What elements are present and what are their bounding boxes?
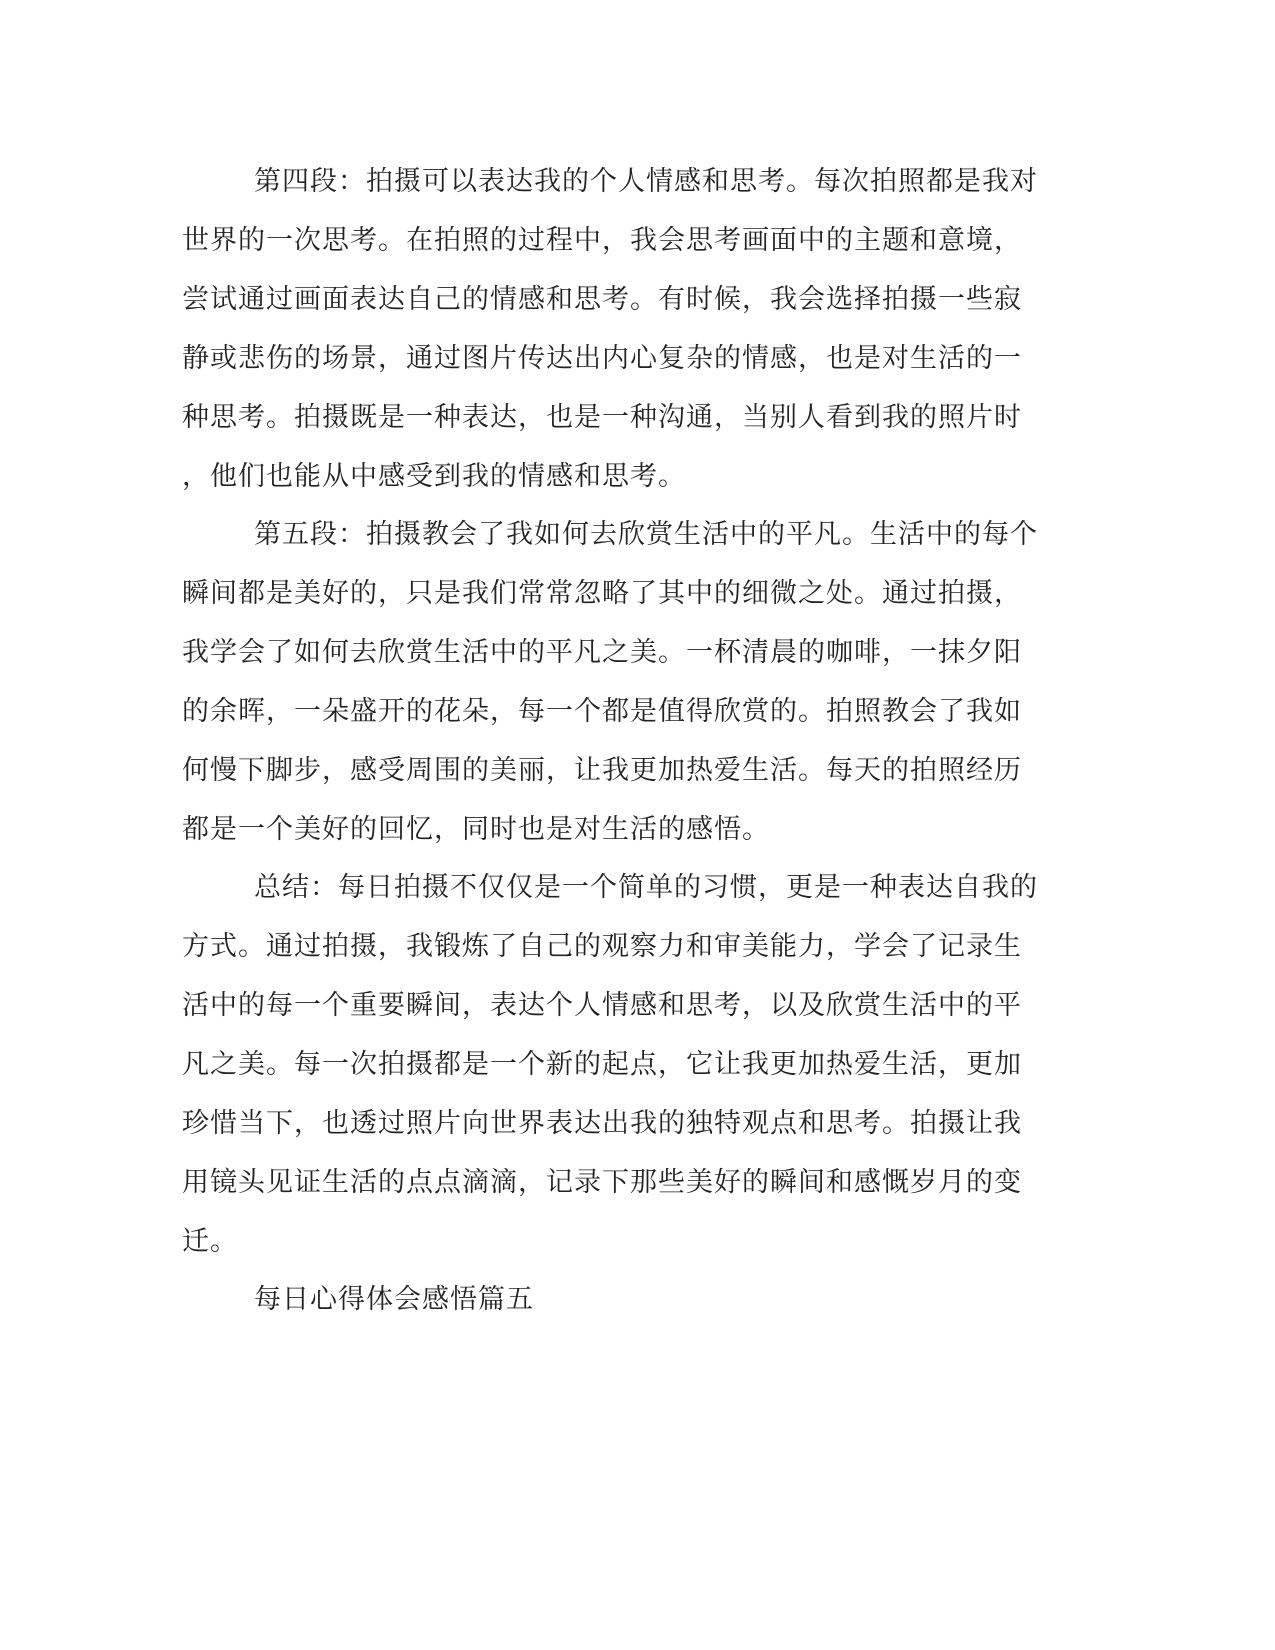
text-line: 都是一个美好的回忆，同时也是对生活的感悟。 — [182, 814, 770, 845]
text-line: 凡之美。每一次拍摄都是一个新的起点，它让我更加热爱生活，更加 — [182, 1049, 1022, 1080]
text-line: 尝试通过画面表达自己的情感和思考。有时候，我会选择拍摄一些寂 — [182, 284, 1022, 315]
paragraph-4 — [182, 152, 1042, 506]
paragraph-5 — [182, 505, 1042, 859]
text-line: 瞬间都是美好的，只是我们常常忽略了其中的细微之处。通过拍摄， — [182, 578, 1022, 609]
text-line: 世界的一次思考。在拍照的过程中，我会思考画面中的主题和意境， — [182, 225, 1022, 256]
text-line: 静或悲伤的场景，通过图片传达出内心复杂的情感，也是对生活的一 — [182, 343, 1022, 374]
text-line: 总结：每日拍摄不仅仅是一个简单的习惯，更是一种表达自我的 — [254, 872, 1038, 903]
text-line: ，他们也能从中感受到我的情感和思考。 — [182, 461, 686, 492]
text-line: 我学会了如何去欣赏生活中的平凡之美。一杯清晨的咖啡，一抹夕阳 — [182, 637, 1022, 668]
text-line: 的余晖，一朵盛开的花朵，每一个都是值得欣赏的。拍照教会了我如 — [182, 696, 1022, 727]
text-line: 第四段：拍摄可以表达我的个人情感和思考。每次拍照都是我对 — [254, 166, 1038, 197]
text-line: 第五段：拍摄教会了我如何去欣赏生活中的平凡。生活中的每个 — [254, 519, 1038, 550]
text-line: 珍惜当下，也透过照片向世界表达出我的独特观点和思考。拍摄让我 — [182, 1108, 1022, 1139]
text-line: 活中的每一个重要瞬间，表达个人情感和思考，以及欣赏生活中的平 — [182, 990, 1022, 1021]
text-line: 种思考。拍摄既是一种表达，也是一种沟通，当别人看到我的照片时 — [182, 402, 1022, 433]
text-line: 迁。 — [182, 1226, 238, 1257]
text-line: 方式。通过拍摄，我锻炼了自己的观察力和审美能力，学会了记录生 — [182, 931, 1022, 962]
paragraph-summary — [182, 858, 1042, 1271]
section-heading: 每日心得体会感悟篇五 — [254, 1284, 534, 1315]
text-line: 用镜头见证生活的点点滴滴，记录下那些美好的瞬间和感慨岁月的变 — [182, 1167, 1022, 1198]
text-line: 何慢下脚步，感受周围的美丽，让我更加热爱生活。每天的拍照经历 — [182, 755, 1022, 786]
